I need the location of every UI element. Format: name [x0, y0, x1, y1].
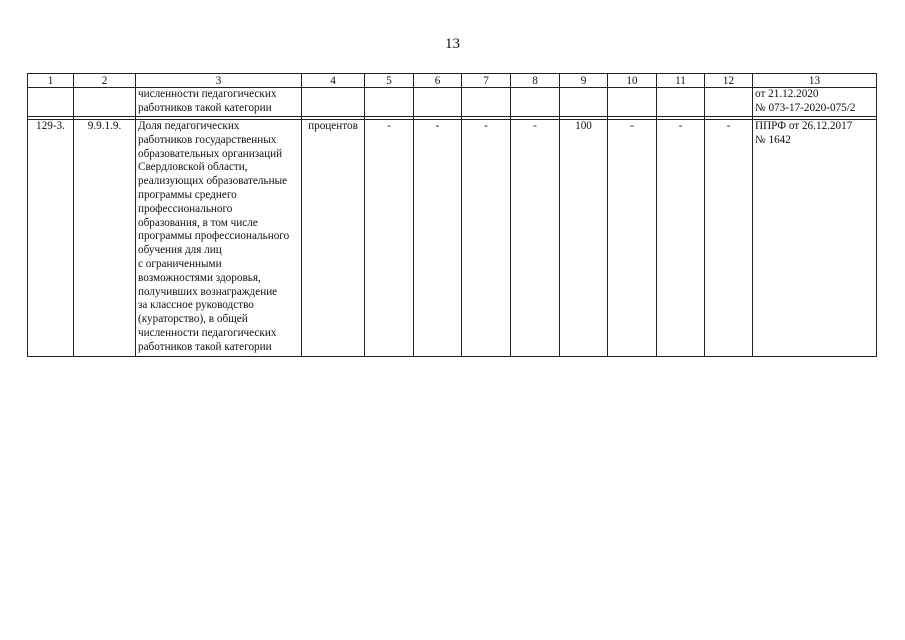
table-cell	[302, 88, 365, 117]
value-cell: -	[511, 120, 560, 357]
header-cell: 11	[657, 74, 705, 88]
header-cell: 1	[28, 74, 74, 88]
value-cell: 100	[560, 120, 608, 357]
table-cell	[74, 88, 136, 117]
code-cell: 9.9.1.9.	[74, 120, 136, 357]
table-cell	[560, 88, 608, 117]
header-cell: 3	[136, 74, 302, 88]
header-cell: 6	[414, 74, 462, 88]
header-cell: 13	[753, 74, 877, 88]
value-cell: -	[414, 120, 462, 357]
table-cell	[608, 88, 657, 117]
value-cell: -	[608, 120, 657, 357]
table-cell	[705, 88, 753, 117]
page-number: 13	[445, 36, 460, 52]
header-cell: 5	[365, 74, 414, 88]
indicator-table	[27, 73, 877, 357]
description-cell: численности педагогических работников такой категории	[136, 88, 302, 117]
table-cell	[511, 88, 560, 117]
continuation-row	[28, 88, 877, 117]
value-cell: -	[365, 120, 414, 357]
table-cell	[414, 88, 462, 117]
header-row	[28, 74, 877, 88]
table-cell	[462, 88, 511, 117]
header-cell: 12	[705, 74, 753, 88]
header-cell: 9	[560, 74, 608, 88]
table-cell	[28, 88, 74, 117]
table-row	[28, 120, 877, 357]
row-number-cell: 129-3.	[28, 120, 74, 357]
header-cell: 8	[511, 74, 560, 88]
table-cell	[365, 88, 414, 117]
unit-cell: процентов	[302, 120, 365, 357]
source-cell: от 21.12.2020 № 073-17-2020-075/2	[753, 88, 877, 117]
header-cell: 2	[74, 74, 136, 88]
header-cell: 4	[302, 74, 365, 88]
value-cell: -	[705, 120, 753, 357]
header-cell: 7	[462, 74, 511, 88]
description-cell: Доля педагогических работников государственных образовательных организаций Свердловской области, реализующих образовательные программы среднего профессионального образования, в том числе программы профессионального обучения для лиц с ограниченными возможностями здоровья, получивших вознаграждение за классное руководство (кураторство), в общей численности педагогических работников такой категории	[136, 120, 302, 357]
header-cell: 10	[608, 74, 657, 88]
table-cell	[657, 88, 705, 117]
value-cell: -	[657, 120, 705, 357]
value-cell: -	[462, 120, 511, 357]
source-cell: ППРФ от 26.12.2017 № 1642	[753, 120, 877, 357]
